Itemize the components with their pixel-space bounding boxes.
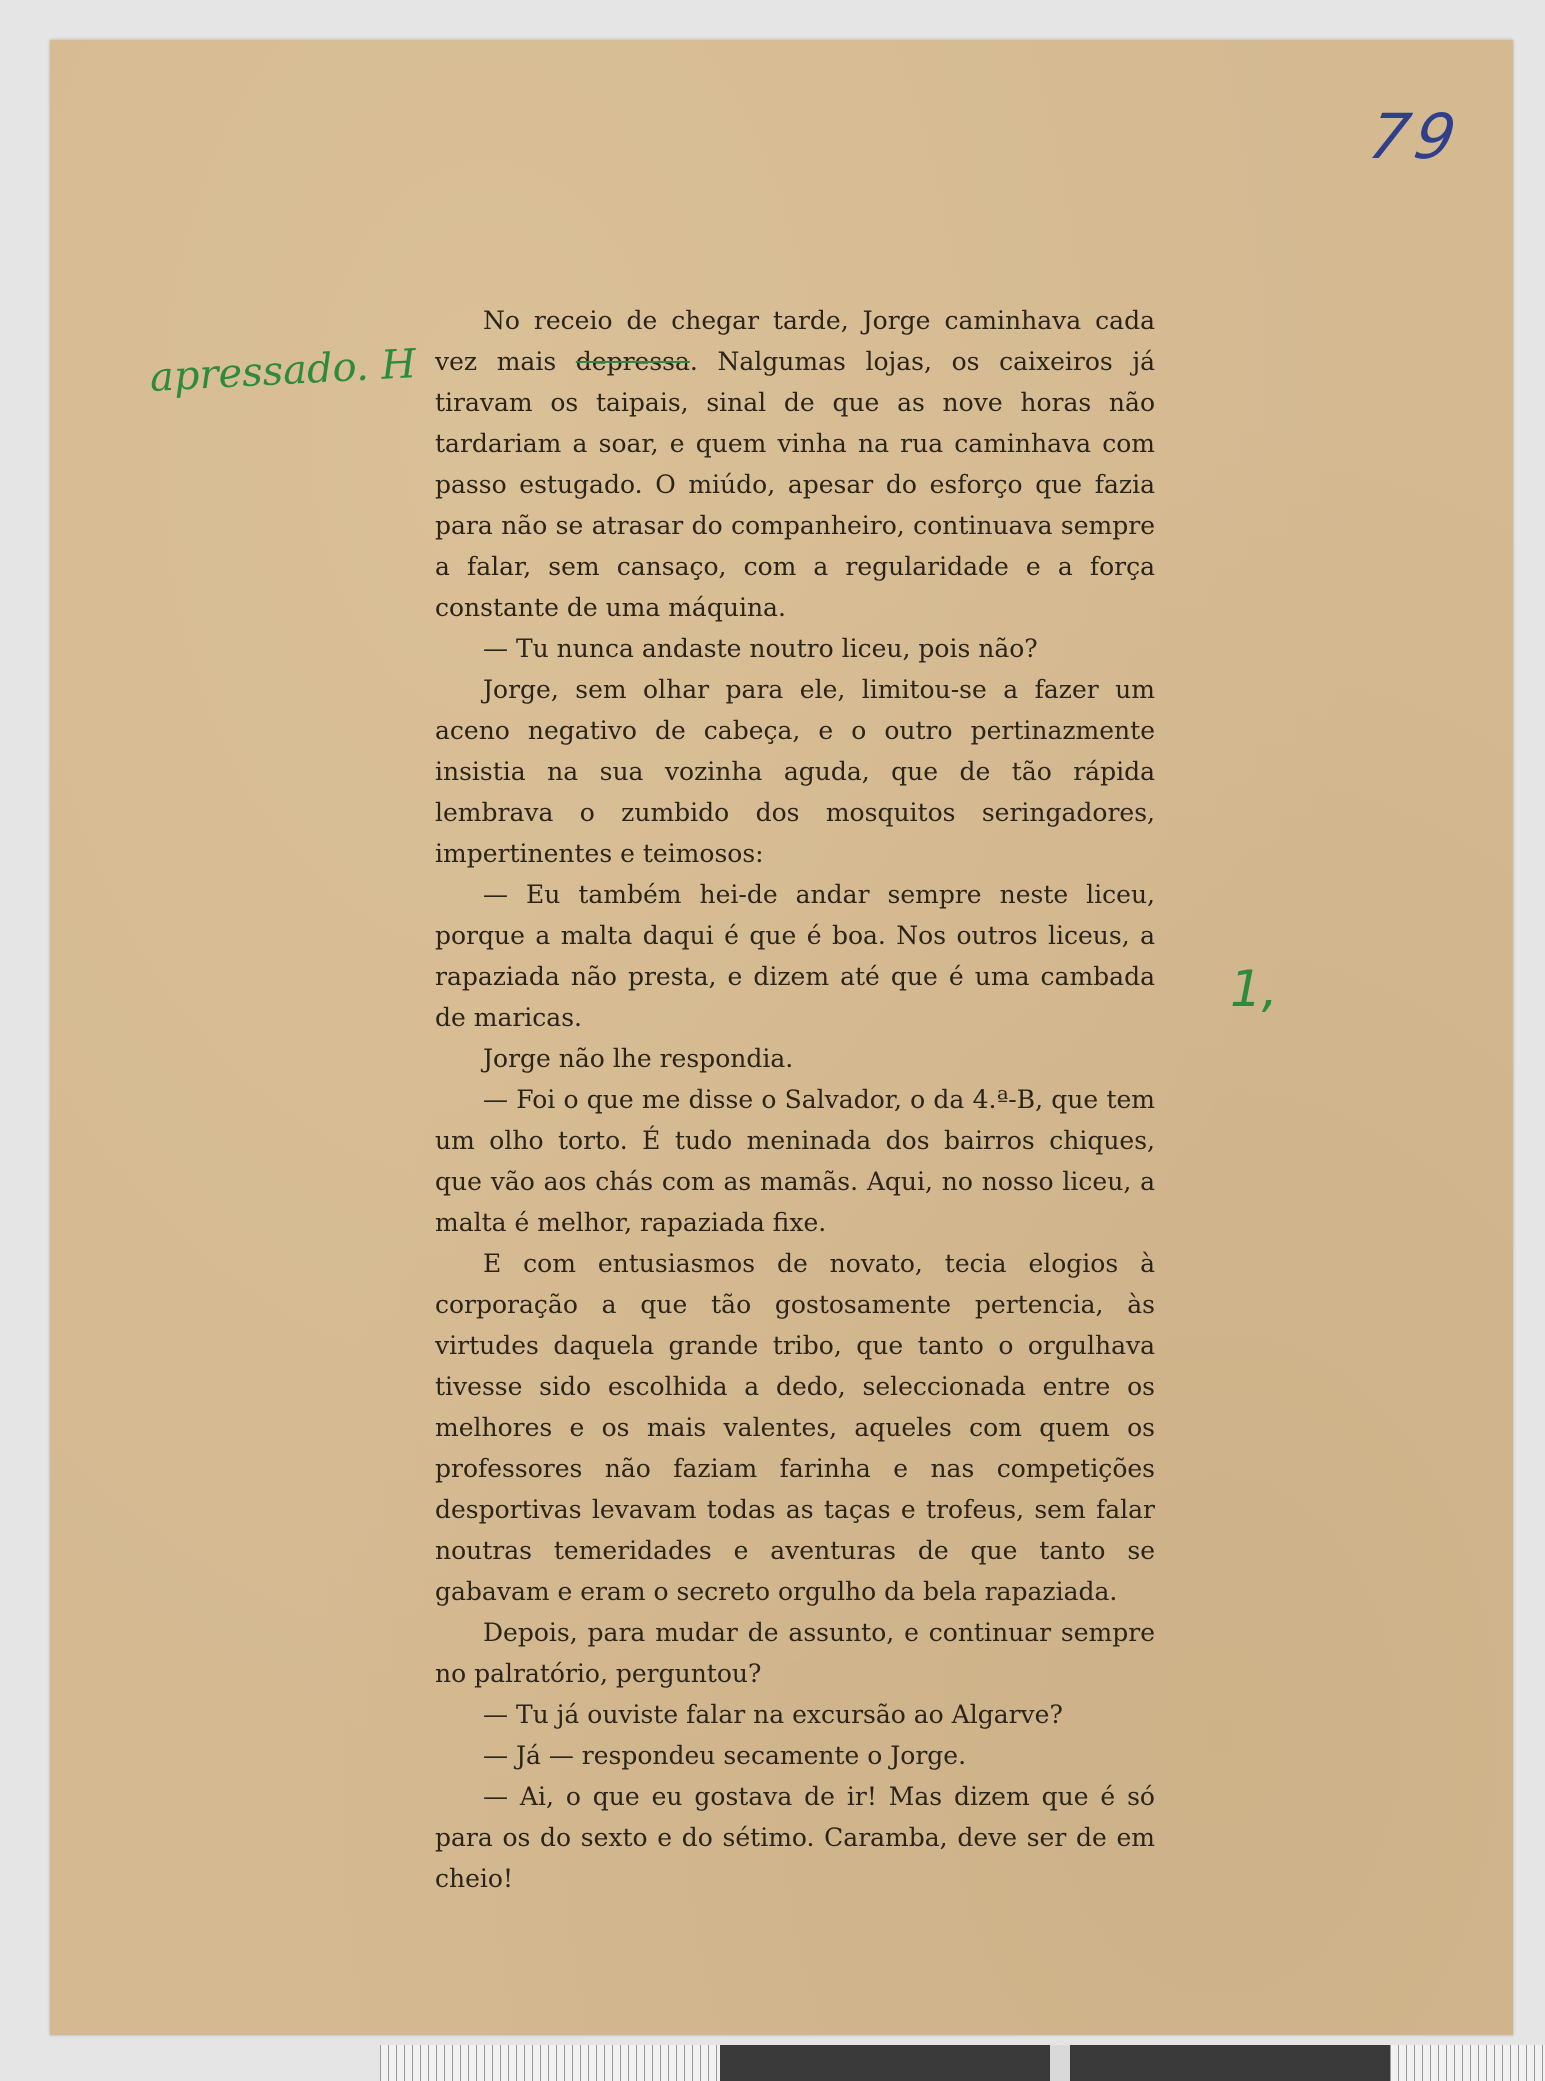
margin-mark: 1,	[1230, 960, 1278, 1018]
ruler-gap	[1050, 2045, 1070, 2081]
struck-word: depressa	[575, 347, 690, 376]
margin-annotation: apressado. H	[148, 341, 418, 401]
paragraph: — Tu nunca andaste noutro liceu, pois não?	[483, 634, 1038, 663]
paragraph: Jorge não lhe respondia.	[483, 1044, 794, 1073]
paragraph: — Foi o que me disse o Salvador, o da 4.ª-B, que tem um olho torto. É tudo meninada dos bairros chiques, que vão aos chás com as mamãs. Aqui, no nosso liceu, a malta é melhor, rapaziada fixe.	[435, 1085, 1155, 1237]
paragraph: Jorge, sem olhar para ele, limitou-se a fazer um aceno negativo de cabeça, e o outro pertinazmente insistia na sua vozinha aguda, que de tão rápida lembrava o zumbido dos mosquitos seringadores, impertinentes e teimosos:	[435, 675, 1155, 868]
paragraph: — Tu já ouviste falar na excursão ao Algarve?	[483, 1700, 1063, 1729]
paragraph: — Já — respondeu secamente o Jorge.	[483, 1741, 967, 1770]
paragraph: Depois, para mudar de assunto, e continuar sempre no palratório, perguntou?	[435, 1618, 1155, 1688]
paragraph	[435, 300, 1155, 628]
ruler-dark-block	[1070, 2045, 1390, 2081]
paragraph: E com entusiasmos de novato, tecia elogios à corporação a que tão gostosamente pertencia, às virtudes daquela grande tribo, que tanto o orgulhava tivesse sido escolhida a dedo, seleccionada entre os melhores e os mais valentes, aqueles com quem os professores não faziam farinha e nas competições desportivas levavam todas as taças e trofeus, sem falar noutras temeridades e aventuras de que tanto se gabavam e eram o secreto orgulho da bela rapaziada.	[435, 1249, 1155, 1606]
paragraph: — Ai, o que eu gostava de ir! Mas dizem que é só para os do sexto e do sétimo. Caramba, deve ser de em cheio!	[435, 1782, 1155, 1893]
ruler-ticks	[380, 2045, 720, 2081]
paragraph-text-end: . Nalgumas lojas, os caixeiros já tiravam os taipais, sinal de que as nove horas não tardariam a soar, e quem vinha na rua caminhava com passo estugado. O miúdo, apesar do esforço que fazia para não se atrasar do companheiro, continuava sempre a falar, sem cansaço, com a regularidade e a força constante de uma máquina.	[435, 347, 1155, 622]
page-number: 79	[1363, 100, 1468, 173]
ruler-dark-block	[720, 2045, 1050, 2081]
ruler-ticks	[1390, 2045, 1545, 2081]
scan-ruler	[380, 2045, 1545, 2081]
paragraph-text-start: No receio de chegar tarde, Jorge caminhava cada vez mais	[435, 306, 1155, 376]
paragraph: — Eu também hei-de andar sempre neste liceu, porque a malta daqui é que é boa. Nos outros liceus, a rapaziada não presta, e dizem até que é uma cambada de maricas.	[435, 880, 1155, 1032]
body-text	[435, 300, 1155, 1899]
